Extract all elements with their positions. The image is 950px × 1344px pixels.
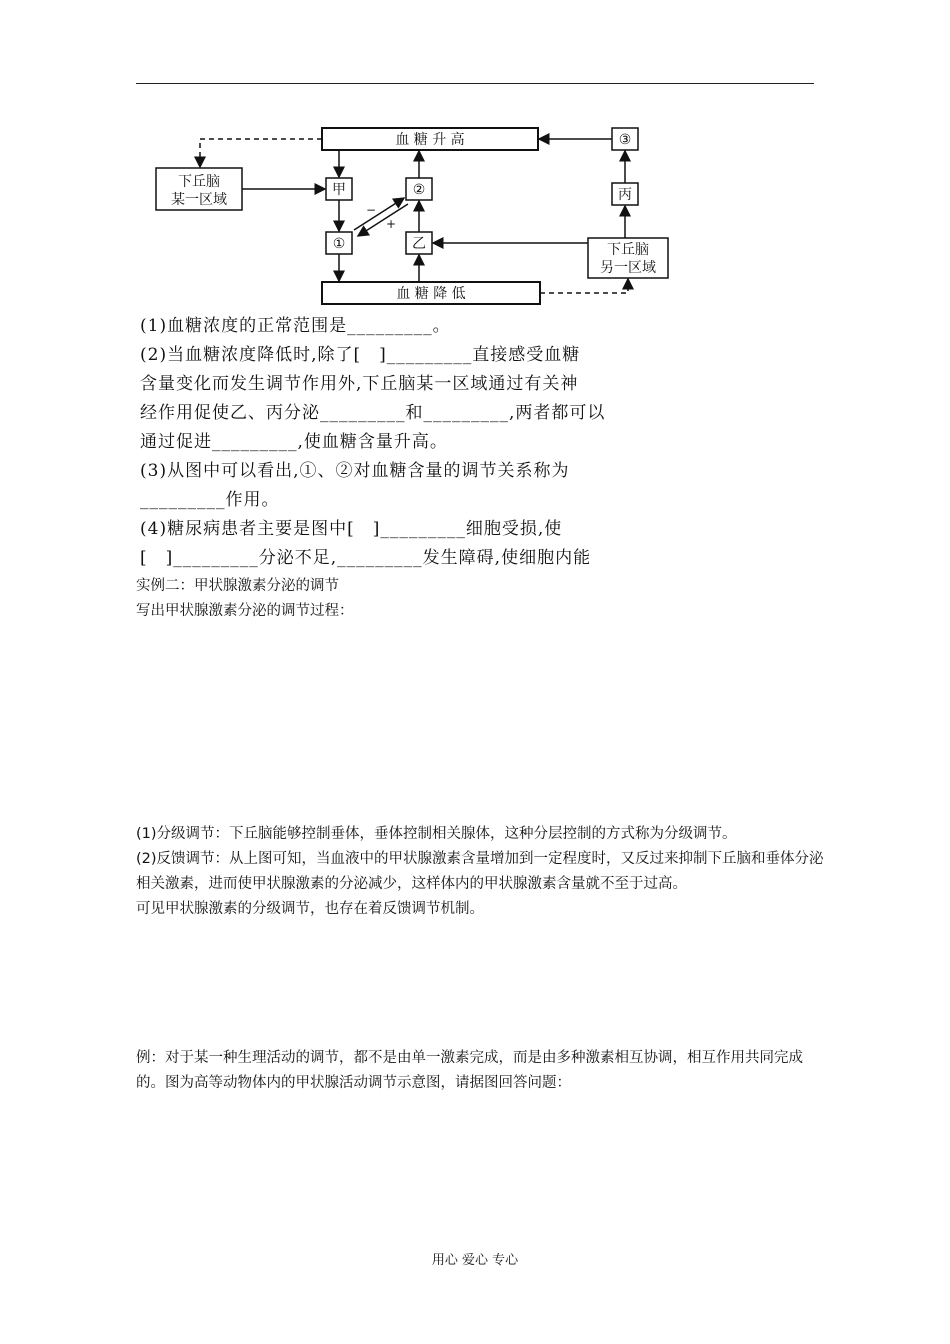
page-footer: 用心 爱心 专心 (431, 1253, 519, 1268)
hypothalamus-region-a-line1: 下丘脑 (178, 174, 220, 190)
question-3-line-2: _________作用。 (140, 490, 280, 510)
example-2-title: 实例二：甲状腺激素分泌的调节 (136, 578, 339, 594)
example-block (136, 1046, 826, 1096)
notes-block (136, 822, 826, 922)
questions-block (140, 312, 700, 573)
promote-sign: + (386, 217, 397, 231)
blood-sugar-regulation-diagram (150, 120, 680, 310)
blood-sugar-high-label: 血 糖 升 高 (395, 132, 465, 148)
question-4-line-1: (4)糖尿病患者主要是图中[ ]_________细胞受损,使 (140, 519, 563, 539)
question-1: (1)血糖浓度的正常范围是_________。 (140, 316, 451, 336)
question-2-line-2: 含量变化而发生调节作用外,下丘脑某一区域通过有关神 (140, 374, 579, 394)
note-conclusion: 可见甲状腺激素的分级调节，也存在着反馈调节机制。 (136, 901, 484, 917)
header-rule (136, 83, 814, 84)
question-3-line-1: (3)从图中可以看出,①、②对血糖含量的调节关系称为 (140, 461, 570, 481)
question-2-line-4: 通过促进_________,使血糖含量升高。 (140, 432, 448, 452)
dashed-arrow-low-to-hypob (540, 279, 628, 293)
example-text: 例：对于某一种生理活动的调节，都不是由单一激素完成，而是由多种激素相互协调，相互作用共同完成的。图为高等动物体内的甲状腺活动调节示意图，请据图回答问题： (136, 1050, 803, 1091)
question-2-line-3: 经作用促使乙、丙分泌_________和_________,两者都可以 (140, 403, 606, 423)
box-3-label: ③ (618, 132, 632, 148)
hypothalamus-region-b-line2: 另一区域 (600, 260, 656, 276)
example-2-prompt: 写出甲状腺激素分泌的调节过程： (136, 603, 354, 619)
hypothalamus-region-b-line1: 下丘脑 (607, 242, 649, 258)
box-bing-label: 丙 (618, 187, 632, 203)
blood-sugar-low-label: 血 糖 降 低 (396, 286, 466, 302)
box-2-label: ② (412, 182, 426, 198)
note-feedback-regulation: (2)反馈调节：从上图可知，当血液中的甲状腺激素含量增加到一定程度时，又反过来抑制下丘脑和垂体分泌相关激素，进而使甲状腺激素的分泌减少，这样体内的甲状腺激素含量就不至于过高。 (136, 851, 824, 892)
hypothalamus-region-a-line2: 某一区域 (171, 192, 227, 208)
arrow-1-to-2 (354, 198, 404, 230)
note-hierarchical-regulation: (1)分级调节：下丘脑能够控制垂体，垂体控制相关腺体，这种分层控制的方式称为分级调节。 (136, 826, 737, 842)
box-jia-label: 甲 (332, 182, 346, 198)
box-yi-label: 乙 (412, 236, 426, 252)
box-1-label: ① (332, 236, 346, 252)
question-4-line-2: [ ]_________分泌不足,_________发生障碍,使细胞内能 (140, 548, 592, 568)
question-2-line-1: (2)当血糖浓度降低时,除了[ ]_________直接感受血糖 (140, 345, 581, 365)
inhibit-sign: − (366, 203, 377, 217)
dashed-arrow-high-to-hypoa (200, 139, 322, 167)
example-2-block (136, 574, 826, 624)
